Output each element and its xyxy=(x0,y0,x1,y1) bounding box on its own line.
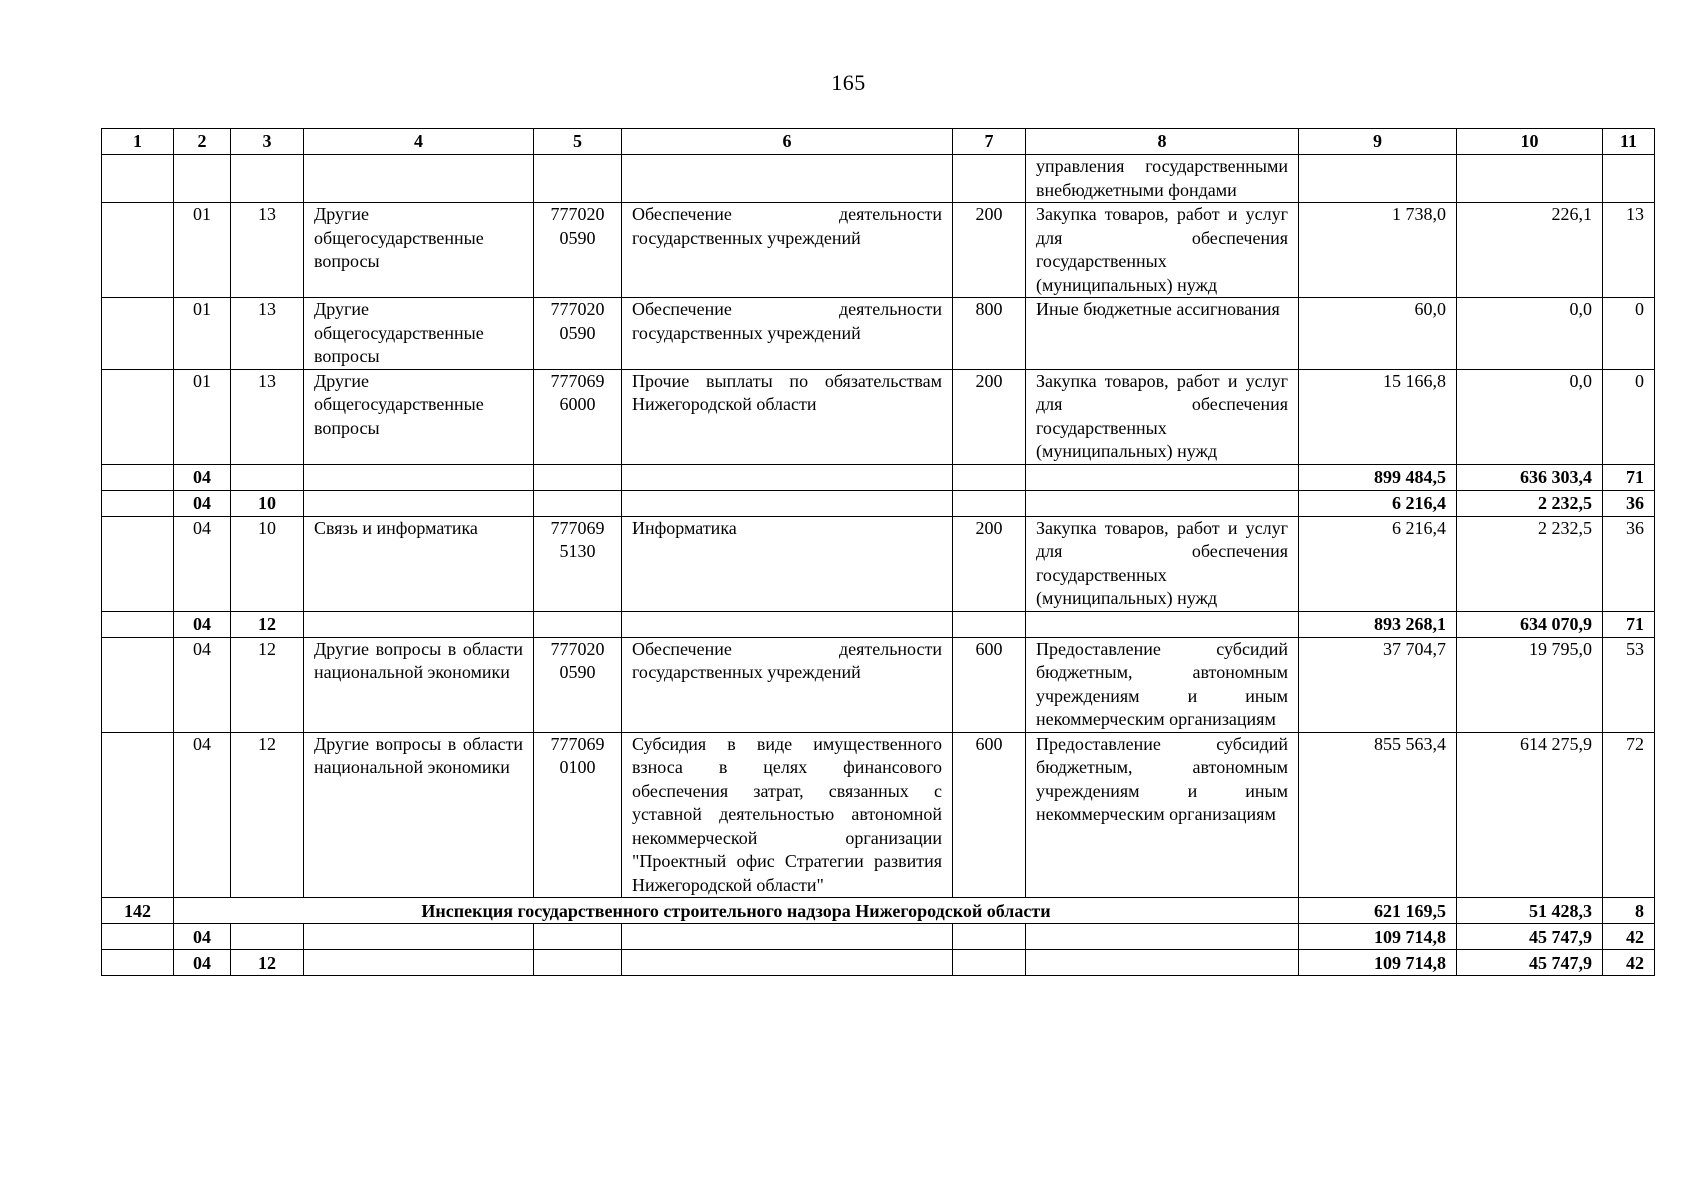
cell-expense-type xyxy=(953,490,1026,516)
department-row xyxy=(102,898,1655,924)
cell-actual: 45 747,9 xyxy=(1457,924,1603,950)
cell-section: 04 xyxy=(174,516,231,611)
cell-percent: 0 xyxy=(1603,369,1655,464)
cell-section: 04 xyxy=(174,924,231,950)
cell-expense-type-name xyxy=(1026,924,1299,950)
cell-expense-type xyxy=(953,950,1026,976)
cell-target-code xyxy=(534,155,622,203)
cell-expense-type xyxy=(953,611,1026,637)
column-header: 3 xyxy=(231,129,304,155)
column-header: 7 xyxy=(953,129,1026,155)
cell-number xyxy=(102,950,174,976)
subtotal-row xyxy=(102,611,1655,637)
cell-number xyxy=(102,464,174,490)
cell-expense-type-name xyxy=(1026,611,1299,637)
cell-expense-type: 200 xyxy=(953,516,1026,611)
cell-expense-type-name: Предоставление субсидий бюджетным, автономным учреждениям и иным некоммерческим организациям xyxy=(1026,732,1299,898)
cell-actual: 45 747,9 xyxy=(1457,950,1603,976)
cell-expense-type: 800 xyxy=(953,298,1026,370)
cell-expense-type-name: Предоставление субсидий бюджетным, автономным учреждениям и иным некоммерческим организациям xyxy=(1026,637,1299,732)
cell-actual: 226,1 xyxy=(1457,203,1603,298)
cell-target-name: Прочие выплаты по обязательствам Нижегородской области xyxy=(622,369,953,464)
cell-plan: 60,0 xyxy=(1299,298,1457,370)
cell-number xyxy=(102,369,174,464)
cell-plan: 109 714,8 xyxy=(1299,924,1457,950)
cell-expense-type-name xyxy=(1026,464,1299,490)
cell-percent: 71 xyxy=(1603,464,1655,490)
cell-expense-type-name xyxy=(1026,490,1299,516)
column-header: 5 xyxy=(534,129,622,155)
column-header: 10 xyxy=(1457,129,1603,155)
cell-subsection: 13 xyxy=(231,369,304,464)
cell-expense-type: 600 xyxy=(953,732,1026,898)
cell-number xyxy=(102,298,174,370)
cell-number: 142 xyxy=(102,898,174,924)
cell-subsection-name: Другие вопросы в области национальной экономики xyxy=(304,732,534,898)
cell-target-name xyxy=(622,611,953,637)
cell-target-code xyxy=(534,490,622,516)
cell-subsection: 12 xyxy=(231,950,304,976)
cell-subsection: 10 xyxy=(231,516,304,611)
cell-subsection-name xyxy=(304,155,534,203)
cell-target-name: Информатика xyxy=(622,516,953,611)
cell-plan: 855 563,4 xyxy=(1299,732,1457,898)
cell-subsection-name xyxy=(304,924,534,950)
cell-actual: 0,0 xyxy=(1457,298,1603,370)
cell-plan: 15 166,8 xyxy=(1299,369,1457,464)
cell-plan: 6 216,4 xyxy=(1299,516,1457,611)
cell-target-code: 777069 0100 xyxy=(534,732,622,898)
cell-subsection xyxy=(231,924,304,950)
cell-expense-type xyxy=(953,924,1026,950)
cell-subsection-name xyxy=(304,950,534,976)
cell-number xyxy=(102,924,174,950)
cell-subsection-name: Другие общегосударственные вопросы xyxy=(304,298,534,370)
cell-expense-type xyxy=(953,464,1026,490)
cell-section: 04 xyxy=(174,490,231,516)
cell-actual: 636 303,4 xyxy=(1457,464,1603,490)
cell-plan: 37 704,7 xyxy=(1299,637,1457,732)
cell-subsection: 12 xyxy=(231,637,304,732)
cell-target-code xyxy=(534,611,622,637)
cell-target-code xyxy=(534,464,622,490)
cell-number xyxy=(102,490,174,516)
cell-plan: 6 216,4 xyxy=(1299,490,1457,516)
cell-target-name: Обеспечение деятельности государственных учреждений xyxy=(622,637,953,732)
cell-section: 04 xyxy=(174,732,231,898)
cell-number xyxy=(102,203,174,298)
cell-target-name: Субсидия в виде имущественного взноса в целях финансового обеспечения затрат, связанных с уставной деятельностью автономной некоммерческой организации "Проектный офис Стратегии развития Нижегородской области" xyxy=(622,732,953,898)
budget-table xyxy=(101,128,1655,976)
table-row xyxy=(102,369,1655,464)
cell-expense-type-name: Закупка товаров, работ и услуг для обеспечения государственных (муниципальных) нужд xyxy=(1026,203,1299,298)
cell-section: 01 xyxy=(174,203,231,298)
cell-number xyxy=(102,637,174,732)
cell-actual xyxy=(1457,155,1603,203)
subtotal-row xyxy=(102,464,1655,490)
cell-subsection-name: Связь и информатика xyxy=(304,516,534,611)
cell-percent: 42 xyxy=(1603,924,1655,950)
cell-percent: 53 xyxy=(1603,637,1655,732)
cell-actual: 634 070,9 xyxy=(1457,611,1603,637)
cell-subsection-name xyxy=(304,611,534,637)
cell-number xyxy=(102,732,174,898)
cell-target-name: Обеспечение деятельности государственных учреждений xyxy=(622,203,953,298)
subtotal-row xyxy=(102,924,1655,950)
cell-subsection-name: Другие общегосударственные вопросы xyxy=(304,369,534,464)
cell-plan: 109 714,8 xyxy=(1299,950,1457,976)
table-row xyxy=(102,155,1655,203)
cell-target-code: 777020 0590 xyxy=(534,298,622,370)
cell-target-name xyxy=(622,155,953,203)
cell-target-name xyxy=(622,490,953,516)
cell-percent: 72 xyxy=(1603,732,1655,898)
cell-subsection: 13 xyxy=(231,203,304,298)
cell-percent: 42 xyxy=(1603,950,1655,976)
cell-actual: 19 795,0 xyxy=(1457,637,1603,732)
cell-target-name: Обеспечение деятельности государственных учреждений xyxy=(622,298,953,370)
cell-plan: 1 738,0 xyxy=(1299,203,1457,298)
cell-target-code: 777020 0590 xyxy=(534,203,622,298)
cell-actual: 614 275,9 xyxy=(1457,732,1603,898)
cell-expense-type-name: Иные бюджетные ассигнования xyxy=(1026,298,1299,370)
cell-actual: 51 428,3 xyxy=(1457,898,1603,924)
cell-expense-type-name: Закупка товаров, работ и услуг для обеспечения государственных (муниципальных) нужд xyxy=(1026,369,1299,464)
cell-expense-type xyxy=(953,155,1026,203)
table-row xyxy=(102,298,1655,370)
cell-expense-type-name xyxy=(1026,950,1299,976)
column-header: 6 xyxy=(622,129,953,155)
cell-number xyxy=(102,611,174,637)
cell-target-code: 777020 0590 xyxy=(534,637,622,732)
cell-section: 01 xyxy=(174,298,231,370)
cell-percent: 0 xyxy=(1603,298,1655,370)
cell-actual: 2 232,5 xyxy=(1457,516,1603,611)
page-number: 165 xyxy=(831,70,866,95)
column-header: 4 xyxy=(304,129,534,155)
cell-section: 04 xyxy=(174,950,231,976)
header-row xyxy=(102,129,1655,155)
cell-percent: 36 xyxy=(1603,490,1655,516)
column-header: 2 xyxy=(174,129,231,155)
cell-subsection: 13 xyxy=(231,298,304,370)
cell-subsection: 12 xyxy=(231,732,304,898)
cell-percent: 13 xyxy=(1603,203,1655,298)
cell-expense-type: 200 xyxy=(953,369,1026,464)
cell-target-code xyxy=(534,924,622,950)
cell-target-code: 777069 6000 xyxy=(534,369,622,464)
cell-section: 04 xyxy=(174,637,231,732)
cell-plan: 899 484,5 xyxy=(1299,464,1457,490)
cell-subsection-name: Другие вопросы в области национальной экономики xyxy=(304,637,534,732)
cell-number xyxy=(102,155,174,203)
cell-section: 01 xyxy=(174,369,231,464)
cell-section: 04 xyxy=(174,464,231,490)
cell-expense-type: 200 xyxy=(953,203,1026,298)
subtotal-row xyxy=(102,950,1655,976)
column-header: 9 xyxy=(1299,129,1457,155)
cell-expense-type-name: Закупка товаров, работ и услуг для обеспечения государственных (муниципальных) нужд xyxy=(1026,516,1299,611)
cell-subsection: 10 xyxy=(231,490,304,516)
cell-expense-type-name: управления государственными внебюджетными фондами xyxy=(1026,155,1299,203)
cell-target-code xyxy=(534,950,622,976)
cell-percent: 36 xyxy=(1603,516,1655,611)
cell-section: 04 xyxy=(174,611,231,637)
cell-number xyxy=(102,516,174,611)
table-row xyxy=(102,516,1655,611)
cell-actual: 0,0 xyxy=(1457,369,1603,464)
cell-target-code: 777069 5130 xyxy=(534,516,622,611)
cell-percent: 8 xyxy=(1603,898,1655,924)
cell-subsection-name: Другие общегосударственные вопросы xyxy=(304,203,534,298)
cell-target-name xyxy=(622,464,953,490)
table-row xyxy=(102,732,1655,898)
cell-section xyxy=(174,155,231,203)
table-row xyxy=(102,203,1655,298)
cell-subsection-name xyxy=(304,490,534,516)
cell-subsection xyxy=(231,155,304,203)
subtotal-row xyxy=(102,490,1655,516)
column-header: 8 xyxy=(1026,129,1299,155)
cell-plan: 893 268,1 xyxy=(1299,611,1457,637)
cell-subsection: 12 xyxy=(231,611,304,637)
table-row xyxy=(102,637,1655,732)
cell-actual: 2 232,5 xyxy=(1457,490,1603,516)
column-header: 11 xyxy=(1603,129,1655,155)
cell-subsection-name xyxy=(304,464,534,490)
cell-percent xyxy=(1603,155,1655,203)
cell-percent: 71 xyxy=(1603,611,1655,637)
cell-plan: 621 169,5 xyxy=(1299,898,1457,924)
cell-plan xyxy=(1299,155,1457,203)
cell-target-name xyxy=(622,924,953,950)
cell-expense-type: 600 xyxy=(953,637,1026,732)
column-header: 1 xyxy=(102,129,174,155)
cell-subsection xyxy=(231,464,304,490)
cell-target-name xyxy=(622,950,953,976)
department-name: Инспекция государственного строительного надзора Нижегородской области xyxy=(174,898,1299,924)
